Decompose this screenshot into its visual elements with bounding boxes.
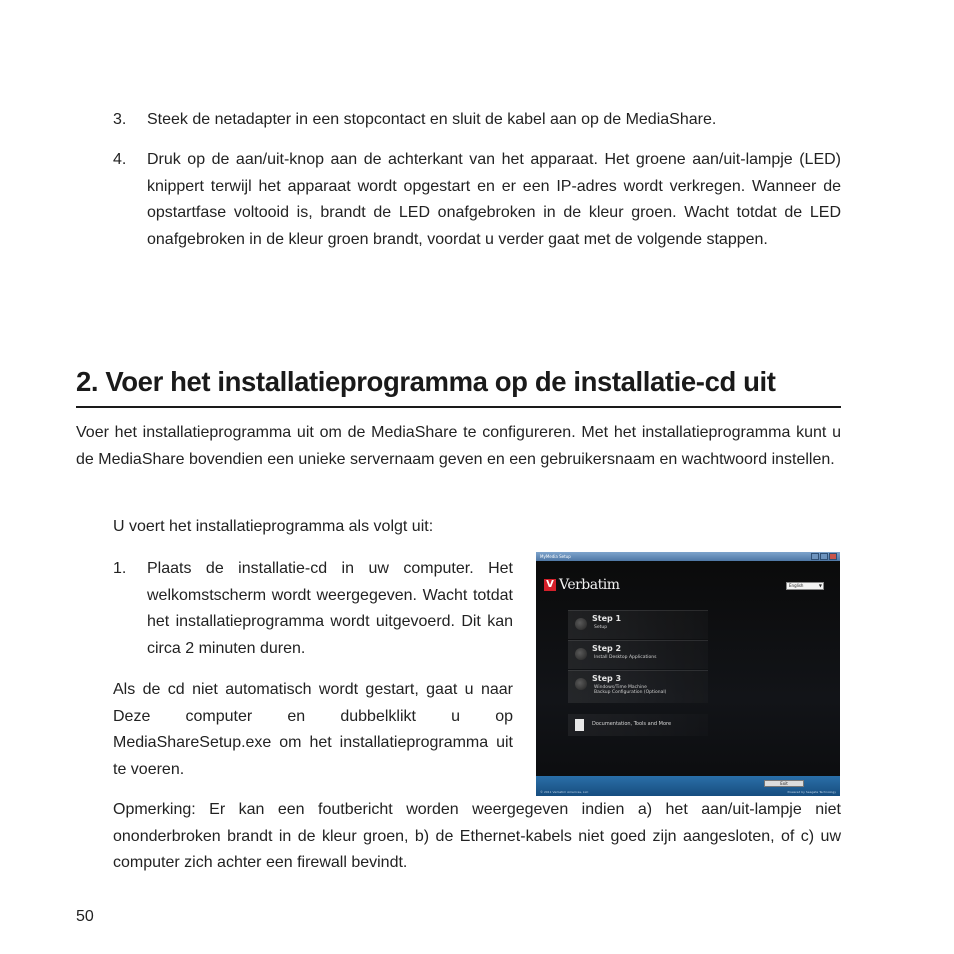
step-subtitle: Windows/Time Machine Backup Configuration (Optional) — [594, 685, 667, 695]
step-2-button[interactable] — [568, 640, 708, 669]
list-number: 3. — [113, 111, 127, 128]
section-heading: 2. Voer het installatieprogramma op de installatie-cd uit — [76, 360, 841, 408]
step-title: Step 3 — [592, 674, 622, 683]
step-3-button[interactable] — [568, 670, 708, 703]
list-item-1 — [113, 556, 513, 662]
powered-by-text: Powered by Seagate Technology — [787, 790, 836, 794]
installer-footer — [536, 776, 840, 796]
steps-lead: U voert het installatieprogramma als volgt uit: — [113, 518, 434, 535]
installer-screenshot — [536, 552, 840, 796]
close-icon[interactable] — [829, 553, 837, 560]
page-number: 50 — [76, 908, 94, 925]
verbatim-logo — [544, 576, 620, 594]
document-icon — [575, 719, 584, 731]
step-subtitle: Install Desktop Applications — [594, 655, 657, 660]
step-bullet-icon — [575, 618, 587, 630]
step-title: Step 1 — [592, 614, 622, 623]
list-item-3 — [113, 107, 841, 134]
step-bullet-icon — [575, 648, 587, 660]
exit-button[interactable] — [764, 780, 804, 787]
chevron-down-icon: ▼ — [818, 583, 822, 588]
list-number: 4. — [113, 151, 127, 168]
note-paragraph: Opmerking: Er kan een foutbericht worden weergegeven indien a) het aan/uit-lampje niet ononderbroken brandt in de kleur groen, b) de Ethernet-kabels niet goed zijn aangesloten, of c) uw computer zich achter een firewall bevindt. — [113, 801, 841, 871]
step-title: Step 2 — [592, 644, 622, 653]
copyright-text: © 2011 Verbatim Americas, LLC — [540, 790, 589, 794]
autorun-paragraph: Als de cd niet automatisch wordt gestart, gaat u naar Deze computer en dubbelklikt u op MediaShareSetup.exe om het installatieprogramma uit te voeren. — [113, 681, 513, 778]
list-number: 1. — [113, 560, 127, 577]
maximize-icon[interactable] — [820, 553, 828, 560]
window-titlebar — [536, 552, 840, 561]
minimize-icon[interactable] — [811, 553, 819, 560]
step-bullet-icon — [575, 678, 587, 690]
list-text: Steek de netadapter in een stopcontact en sluit de kabel aan op de MediaShare. — [147, 111, 717, 128]
exit-label: Exit — [780, 781, 788, 786]
documentation-label: Documentation, Tools and More — [592, 721, 672, 727]
list-text: Plaats de installatie-cd in uw computer. Het welkomstscherm wordt weergegeven. Wacht totdat het installatieprogramma wordt uitgevoerd. Dit kan circa 2 minuten duren. — [147, 560, 513, 657]
step-subtitle: Setup — [594, 625, 608, 630]
documentation-button[interactable] — [568, 714, 708, 736]
list-item-4 — [113, 147, 841, 253]
intro-paragraph: Voer het installatieprogramma uit om de MediaShare te configureren. Met het installatieprogramma kunt u de MediaShare bovendien een unieke servernaam geven en een gebruikersnaam en wachtwoord instellen. — [76, 424, 841, 468]
language-select[interactable] — [786, 582, 824, 590]
list-text: Druk op de aan/uit-knop aan de achterkant van het apparaat. Het groene aan/uit-lampje (LED) knippert terwijl het apparaat wordt opgestart en er een IP-adres wordt verkregen. Wanneer de opstartfase voltooid is, brandt de LED onafgebroken in de kleur groen. Wacht totdat de LED onafgebroken in de kleur groen brandt, voordat u verder gaat met de volgende stappen. — [147, 151, 841, 248]
step-1-button[interactable] — [568, 610, 708, 639]
logo-text: Verbatim — [559, 577, 620, 593]
verbatim-logo-icon: V — [544, 579, 556, 591]
language-value: English — [789, 583, 804, 588]
window-controls — [811, 553, 837, 560]
window-title: MyMedia Setup — [540, 554, 571, 559]
